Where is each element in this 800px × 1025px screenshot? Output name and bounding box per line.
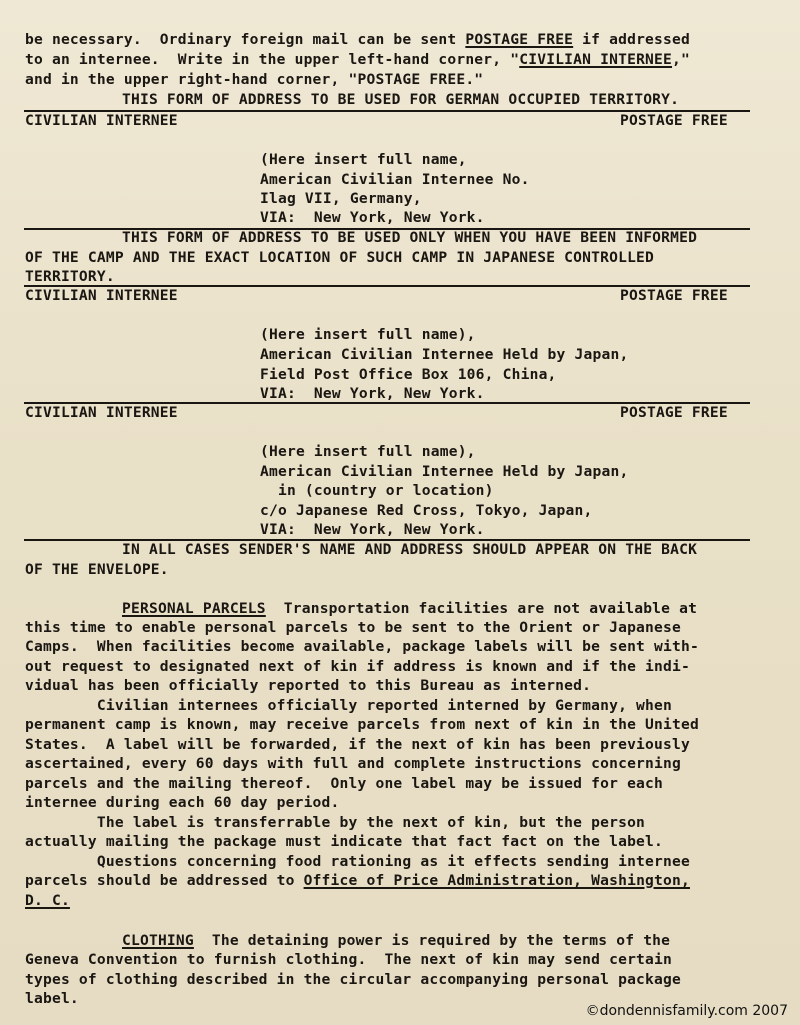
intro-text: to an internee. Write in the upper left-hand corner, " (25, 51, 520, 68)
clothing-heading: CLOTHING (122, 932, 194, 949)
parcels-line: vidual has been officially reported to this Bureau as interned. (25, 677, 592, 694)
japan-b-address-line: (Here insert full name), (260, 443, 476, 460)
germany-address-line: VIA: New York, New York. (260, 209, 485, 226)
japan-heading-line: OF THE CAMP AND THE EXACT LOCATION OF SUCH CAMP IN JAPANESE CONTROLLED (25, 249, 655, 266)
parcels-line: this time to enable personal parcels to be sent to the Orient or Japanese (25, 619, 681, 636)
clothing-line: Geneva Convention to furnish clothing. The next of kin may send certain (25, 951, 673, 968)
germany-address-line: (Here insert full name, (260, 151, 467, 168)
sender-note-line: OF THE ENVELOPE. (25, 561, 169, 578)
parcels-line: Camps. When facilities become available, package labels will be sent with- (25, 638, 699, 655)
japan-b-address-line: c/o Japanese Red Cross, Tokyo, Japan, (260, 502, 593, 519)
germany-right-label: POSTAGE FREE (620, 112, 728, 129)
japan-a-left-label: CIVILIAN INTERNEE (25, 287, 178, 304)
japan-b-left-label: CIVILIAN INTERNEE (25, 404, 178, 421)
parcels-dc: D. C. (25, 892, 70, 909)
parcels-line: The label is transferrable by the next of kin, but the person (25, 814, 646, 831)
parcels-line: Questions concerning food rationing as it effects sending internee (25, 853, 690, 870)
japan-a-address-line: Field Post Office Box 106, China, (260, 366, 557, 383)
japan-a-address-line: VIA: New York, New York. (260, 385, 485, 402)
clothing-line: types of clothing described in the circular accompanying personal package (25, 971, 681, 988)
japan-heading-line: THIS FORM OF ADDRESS TO BE USED ONLY WHEN YOU HAVE BEEN INFORMED (122, 229, 698, 246)
parcels-line: ascertained, every 60 days with full and complete instructions concerning (25, 755, 681, 772)
parcels-text: parcels should be addressed to (25, 872, 304, 889)
parcels-line: actually mailing the package must indicate that fact fact on the label. (25, 833, 664, 850)
japan-b-address-line: American Civilian Internee Held by Japan, (260, 463, 629, 480)
japan-a-right-label: POSTAGE FREE (620, 287, 728, 304)
parcels-line: permanent camp is known, may receive parcels from next of kin in the United (25, 716, 699, 733)
clothing-line: label. (25, 990, 79, 1007)
germany-address-line: American Civilian Internee No. (260, 171, 530, 188)
parcels-line: parcels and the mailing thereof. Only one label may be issued for each (25, 775, 664, 792)
parcels-line: internee during each 60 day period. (25, 794, 340, 811)
parcels-line: Civilian internees officially reported interned by Germany, when (25, 697, 673, 714)
intro-text: be necessary. Ordinary foreign mail can be sent (25, 31, 466, 48)
japan-a-address-line: American Civilian Internee Held by Japan, (260, 346, 629, 363)
opa-address: Office of Price Administration, Washington, (303, 872, 690, 889)
japan-b-address-line: in (country or location) (260, 482, 494, 499)
intro-line-3: and in the upper right-hand corner, "POSTAGE FREE." (25, 71, 484, 88)
civilian-internee-underlined: CIVILIAN INTERNEE (519, 51, 673, 68)
postage-free-underlined: POSTAGE FREE (465, 31, 574, 48)
parcels-heading: PERSONAL PARCELS (122, 600, 266, 617)
japan-b-right-label: POSTAGE FREE (620, 404, 728, 421)
intro-text: ," (672, 51, 690, 68)
sender-note-line: IN ALL CASES SENDER'S NAME AND ADDRESS SHOULD APPEAR ON THE BACK (122, 541, 698, 558)
germany-heading: THIS FORM OF ADDRESS TO BE USED FOR GERMAN OCCUPIED TERRITORY. (122, 91, 680, 108)
parcels-line: out request to designated next of kin if address is known and if the indi- (25, 658, 690, 675)
parcels-line: States. A label will be forwarded, if the next of kin has been previously (25, 736, 690, 753)
parcels-first-line (122, 600, 697, 617)
intro-line-2 (25, 51, 690, 68)
japan-b-address-line: VIA: New York, New York. (260, 521, 485, 538)
parcels-opa-line (25, 872, 690, 889)
intro-text: if addressed (573, 31, 690, 48)
copyright-notice: ©dondennisfamily.com 2007 (585, 1003, 788, 1019)
germany-address-line: Ilag VII, Germany, (260, 190, 422, 207)
clothing-first-line (122, 932, 670, 949)
germany-left-label: CIVILIAN INTERNEE (25, 112, 178, 129)
japan-heading-line: TERRITORY. (25, 268, 115, 285)
intro-line-1 (25, 31, 690, 48)
clothing-text: The detaining power is required by the terms of the (193, 932, 671, 949)
parcels-text: Transportation facilities are not available at (265, 600, 698, 617)
japan-a-address-line: (Here insert full name), (260, 326, 476, 343)
